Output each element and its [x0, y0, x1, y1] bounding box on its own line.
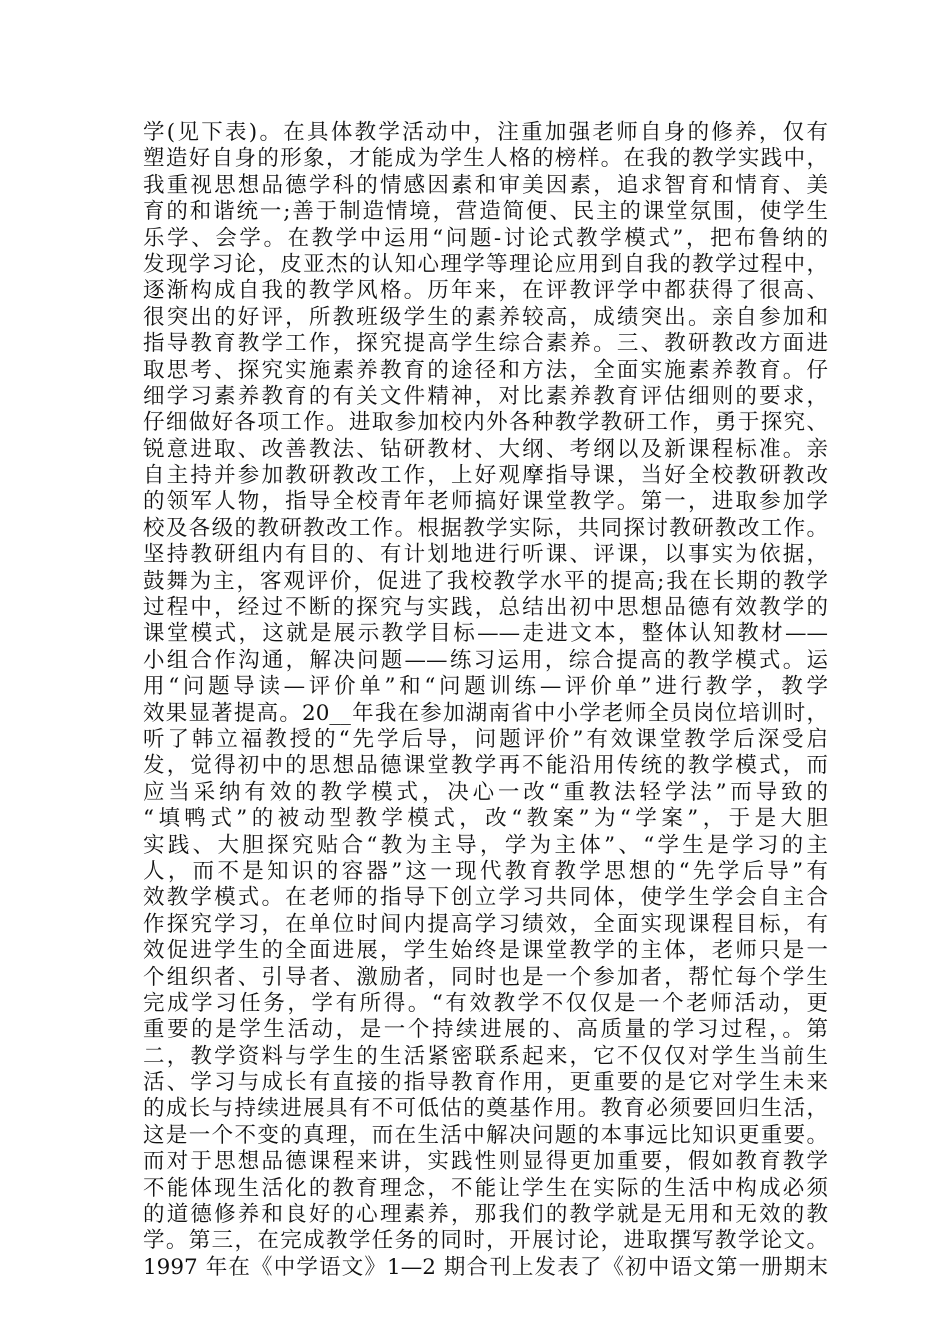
text-line: “填鸭式”的被动型教学模式，改“教案”为“学案”，于是大胆: [143, 806, 828, 832]
text-line: 作探究学习，在单位时间内提高学习绩效，全面实现课程目标，有: [143, 911, 828, 937]
text-line: 不能体现生活化的教育理念，不能让学生在实际的生活中构成必须: [143, 1175, 828, 1201]
text-line: 发，觉得初中的思想品德课堂教学再不能沿用传统的教学模式，而: [143, 753, 828, 779]
text-line: 应当采纳有效的教学模式，决心一改“重教法轻学法”而导致的: [143, 779, 828, 805]
text-line: 小组合作沟通，解决问题——练习运用，综合提高的教学模式。运: [143, 647, 828, 673]
text-line: 活、学习与成长有直接的指导教育作用，更重要的是它对学生未来: [143, 1070, 828, 1096]
text-line: 效果显著提高。20__年我在参加湖南省中小学老师全员岗位培训时，: [143, 700, 828, 726]
text-line: 的道德修养和良好的心理素养，那我们的教学就是无用和无效的教: [143, 1202, 828, 1228]
text-line: 我重视思想品德学科的情感因素和审美因素，追求智育和情育、美: [143, 172, 828, 198]
text-line: 细学习素养教育的有关文件精神，对比素养教育评估细则的要求，: [143, 383, 828, 409]
text-line: 学。第三，在完成教学任务的同时，开展讨论，进取撰写教学论文。: [143, 1228, 828, 1254]
text-line: 取思考、探究实施素养教育的途径和方法，全面实施素养教育。仔: [143, 357, 828, 383]
text-line: 仔细做好各项工作。进取参加校内外各种教学教研工作，勇于探究、: [143, 410, 828, 436]
text-line: 自主持并参加教研教改工作，上好观摩指导课，当好全校教研教改: [143, 463, 828, 489]
text-line: 校及各级的教研教改工作。根据教学实际，共同探讨教研教改工作。: [143, 515, 828, 541]
text-line: 学(见下表)。在具体教学活动中，注重加强老师自身的修养，仅有: [143, 120, 828, 145]
text-line: 用“问题导读—评价单”和“问题训练—评价单”进行教学，教学: [143, 674, 828, 700]
text-line: 二，教学资料与学生的生活紧密联系起来，它不仅仅对学生当前生: [143, 1043, 828, 1069]
text-line: 人，而不是知识的容器”这一现代教育教学思想的“先学后导”有: [143, 858, 828, 884]
text-line: 重要的是学生活动，是一个持续进展的、高质量的学习过程，。第: [143, 1017, 828, 1043]
text-line: 个组织者、引导者、激励者，同时也是一个参加者，帮忙每个学生: [143, 964, 828, 990]
text-line: 1997 年在《中学语文》1—2 期合刊上发表了《初中语文第一册期末: [143, 1254, 828, 1280]
text-line: 乐学、会学。在教学中运用“问题-讨论式教学模式”，把布鲁纳的: [143, 225, 828, 251]
body-text: [143, 120, 828, 1281]
text-line: 的领军人物，指导全校青年老师搞好课堂教学。第一，进取参加学: [143, 489, 828, 515]
text-line: 听了韩立福教授的“先学后导，问题评价”有效课堂教学后深受启: [143, 726, 828, 752]
text-line: 效教学模式。在老师的指导下创立学习共同体，使学生学会自主合: [143, 885, 828, 911]
text-line: 过程中，经过不断的探究与实践，总结出初中思想品德有效教学的: [143, 595, 828, 621]
text-line: 课堂模式，这就是展示教学目标——走进文本，整体认知教材——: [143, 621, 828, 647]
text-line: 逐渐构成自我的教学风格。历年来，在评教评学中都获得了很高、: [143, 278, 828, 304]
text-line: 完成学习任务，学有所得。“有效教学不仅仅是一个老师活动，更: [143, 990, 828, 1016]
text-line: 这是一个不变的真理，而在生活中解决问题的本事远比知识更重要。: [143, 1122, 828, 1148]
text-line: 指导教育教学工作，探究提高学生综合素养。三、教研教改方面进: [143, 331, 828, 357]
text-line: 发现学习论，皮亚杰的认知心理学等理论应用到自我的教学过程中，: [143, 251, 828, 277]
text-line: 很突出的好评，所教班级学生的素养较高，成绩突出。亲自参加和: [143, 304, 828, 330]
text-line: 育的和谐统一;善于制造情境，营造简便、民主的课堂氛围，使学生: [143, 199, 828, 225]
text-line: 锐意进取、改善教法、钻研教材、大纲、考纲以及新课程标准。亲: [143, 436, 828, 462]
text-line: 效促进学生的全面进展，学生始终是课堂教学的主体，老师只是一: [143, 938, 828, 964]
text-line: 鼓舞为主，客观评价，促进了我校教学水平的提高;我在长期的教学: [143, 568, 828, 594]
text-line: 塑造好自身的形象，才能成为学生人格的榜样。在我的教学实践中，: [143, 146, 828, 172]
text-line: 的成长与持续进展具有不可低估的奠基作用。教育必须要回归生活，: [143, 1096, 828, 1122]
text-line: 实践、大胆探究贴合“教为主导，学为主体”、“学生是学习的主: [143, 832, 828, 858]
text-line: 坚持教研组内有目的、有计划地进行听课、评课，以事实为依据，: [143, 542, 828, 568]
text-line: 而对于思想品德课程来讲，实践性则显得更加重要，假如教育教学: [143, 1149, 828, 1175]
